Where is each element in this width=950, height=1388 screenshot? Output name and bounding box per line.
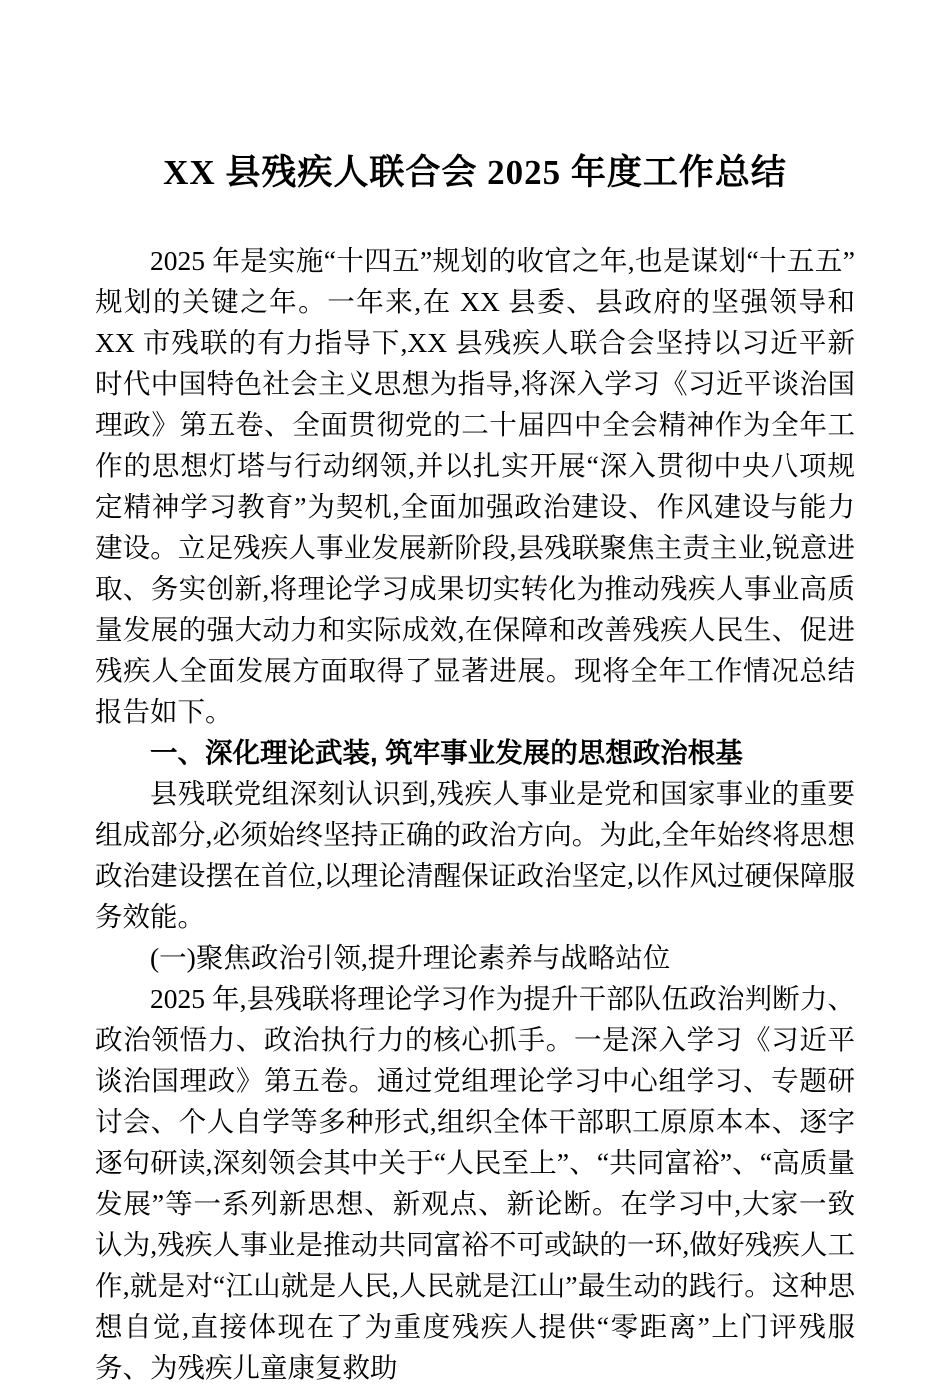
- section-1-body: 县残联党组深刻认识到,残疾人事业是党和国家事业的重要组成部分,必须始终坚持正确的政治方向。为此,全年始终将思想政治建设摆在首位,以理论清醒保证政治坚定,以作风过硬保障服务效能。: [95, 777, 855, 932]
- page-title: XX 县残疾人联合会 2025 年度工作总结: [163, 153, 787, 192]
- paragraph-intro: 2025 年是实施“十四五”规划的收官之年,也是谋划“十五五”规划的关键之年。一年来,在 XX 县委、县政府的坚强领导和 XX 市残联的有力指导下,XX 县残疾人联合会坚持以习近平新时代中国特色社会主义思想为指导,将深入学习《习近平谈治国理政》第五卷、全面贯彻党的二十届四中全会精神作为全年工作的思想灯塔与行动纲领,并以扎实开展“深入贯彻中央八项规定精神学习教育”为契机,全面加强政治建设、作风建设与能力建设。立足残疾人事业发展新阶段,县残联聚焦主责主业,锐意进取、务实创新,将理论学习成果切实转化为推动残疾人事业高质量发展的强大动力和实际成效,在保障和改善残疾人民生、促进残疾人全面发展方面取得了显著进展。现将全年工作情况总结报告如下。: [95, 244, 855, 727]
- subsection-heading-1: (一)聚焦政治引领,提升理论素养与战略站位: [150, 941, 671, 973]
- subsection-1-body: 2025 年,县残联将理论学习作为提升干部队伍政治判断力、政治领悟力、政治执行力的核心抓手。一是深入学习《习近平谈治国理政》第五卷。通过党组理论学习中心组学习、专题研讨会、个人自学等多种形式,组织全体干部职工原原本本、逐字逐句研读,深刻领会其中关于“人民至上”、“共同富裕”、“高质量发展”等一系列新思想、新观点、新论断。在学习中,大家一致认为,残疾人事业是推动共同富裕不可或缺的一环,做好残疾人工作,就是对“江山就是人民,人民就是江山”最生动的践行。这种思想自觉,直接体现在了为重度残疾人提供“零距离”上门评残服务、为残疾儿童康复救助: [95, 982, 855, 1383]
- section-heading-1: 一、深化理论武装, 筑牢事业发展的思想政治根基: [150, 736, 743, 768]
